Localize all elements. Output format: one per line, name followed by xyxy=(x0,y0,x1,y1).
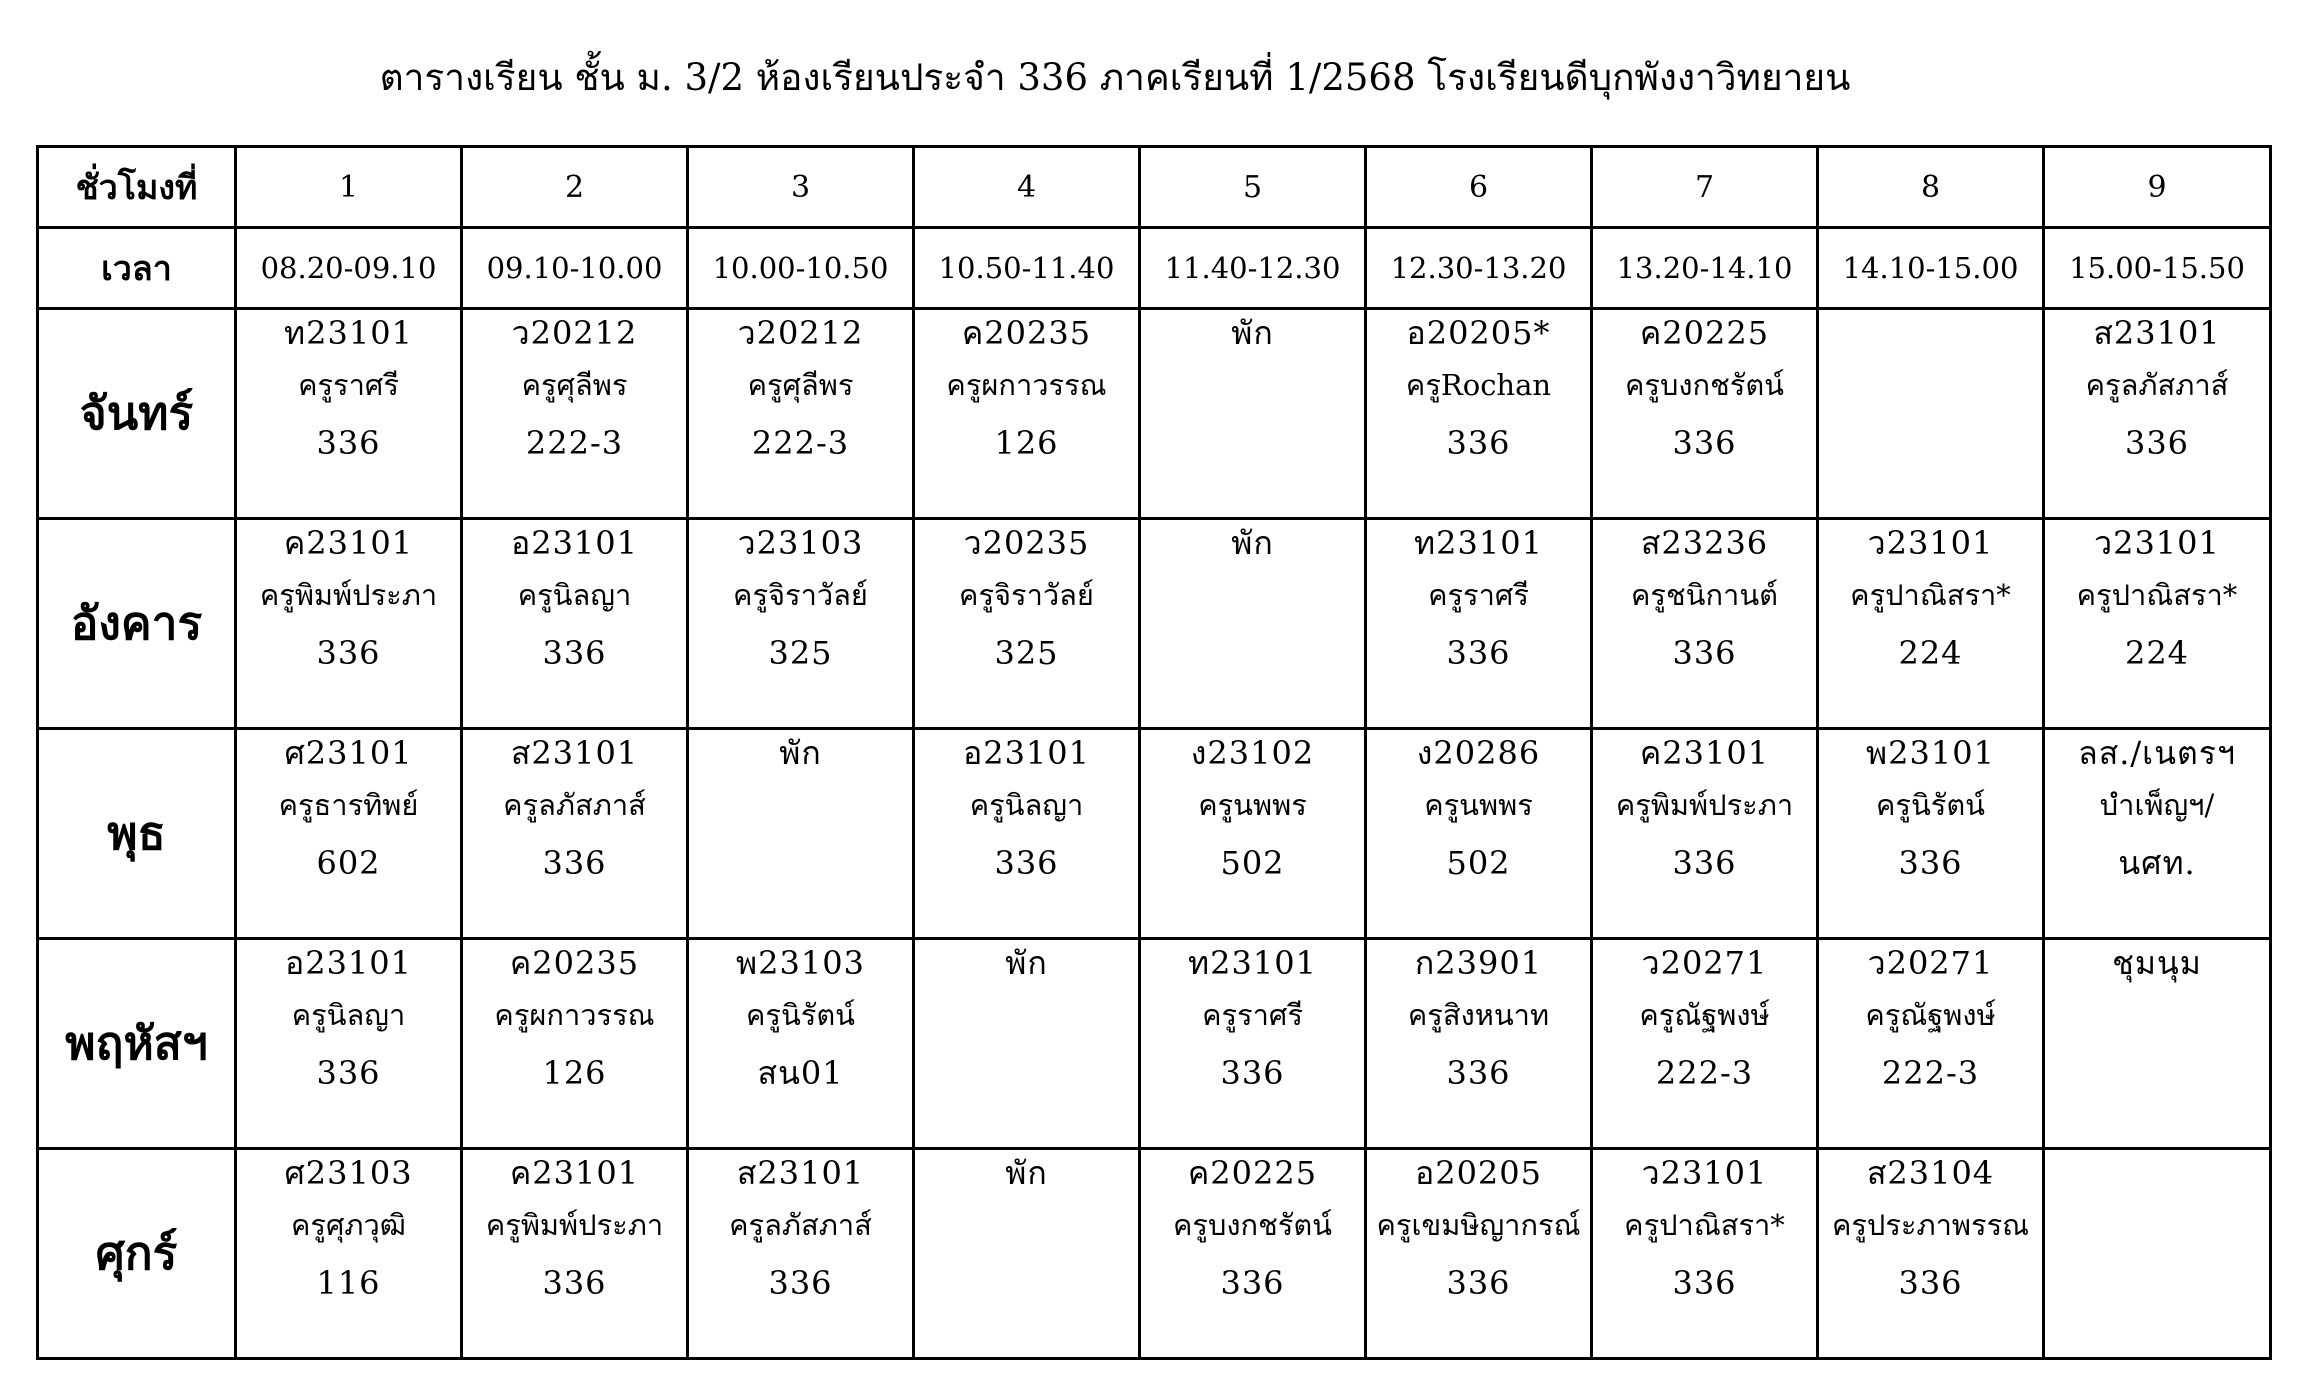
subject-code xyxy=(2045,1150,2269,1196)
subject-code: พัก xyxy=(1231,524,1274,562)
teacher-name: ครูราศรี xyxy=(1428,578,1529,612)
room-number: 222-3 xyxy=(525,424,624,462)
room-number: 336 xyxy=(316,634,381,672)
teacher-name: ครูชนิกานต์ xyxy=(1631,578,1778,612)
subject-code: ว20212 xyxy=(511,314,638,352)
room-number: 116 xyxy=(316,1264,381,1302)
lesson-cell xyxy=(1592,309,1818,519)
teacher-name: ครูพิมพ์ประภา xyxy=(485,1208,664,1242)
lesson-cell xyxy=(688,519,914,729)
room-number: 222-3 xyxy=(1655,1054,1754,1092)
teacher-name xyxy=(1141,356,1364,414)
subject-code: ว20235 xyxy=(963,524,1090,562)
room-number: 502 xyxy=(1446,844,1511,882)
teacher-name: ครูนิลญา xyxy=(291,998,406,1032)
teacher-name: ครูพิมพ์ประภา xyxy=(259,578,438,612)
room-number: 336 xyxy=(1672,844,1737,882)
lesson-cell xyxy=(1818,939,2044,1149)
teacher-name xyxy=(1819,356,2042,414)
period-number: 9 xyxy=(2044,147,2271,228)
subject-code: พ23103 xyxy=(736,944,865,982)
lesson-cell xyxy=(462,309,688,519)
teacher-name: ครูปาณิสรา* xyxy=(1624,1208,1785,1242)
room-number: 222-3 xyxy=(1881,1054,1980,1092)
teacher-name: ครูลภัสภาส์ xyxy=(2085,368,2229,402)
room-number xyxy=(689,834,912,892)
subject-code: อ20205* xyxy=(1406,314,1551,352)
subject-code: ค20225 xyxy=(1187,1154,1318,1192)
teacher-name: ครูปาณิสรา* xyxy=(2076,578,2238,612)
room-number: 336 xyxy=(1446,634,1511,672)
subject-code: พัก xyxy=(1231,314,1274,352)
subject-code: ว20271 xyxy=(1641,944,1768,982)
subject-code: ง20286 xyxy=(1416,734,1541,772)
period-time: 11.40-12.30 xyxy=(1140,228,1366,309)
lesson-cell xyxy=(1140,309,1366,519)
teacher-name: ครูพิมพ์ประภา xyxy=(1615,788,1794,822)
subject-code: ชุมนุม xyxy=(2112,944,2202,982)
period-number: 2 xyxy=(462,147,688,228)
teacher-name: ครูณัฐพงษ์ xyxy=(1639,998,1770,1032)
teacher-name: ครูเขมษิญากรณ์ xyxy=(1376,1208,1581,1242)
lesson-cell xyxy=(2044,939,2271,1149)
lesson-cell xyxy=(1366,729,1592,939)
day-name: พุธ xyxy=(38,729,236,939)
teacher-name: ครูนิลญา xyxy=(517,578,632,612)
room-number: 336 xyxy=(1220,1054,1285,1092)
room-number: 336 xyxy=(1446,424,1511,462)
subject-code: ศ23101 xyxy=(284,734,413,772)
room-number: 126 xyxy=(994,424,1059,462)
lesson-cell xyxy=(1592,939,1818,1149)
lesson-cell xyxy=(688,309,914,519)
period-header-row xyxy=(38,147,2271,228)
lesson-cell xyxy=(2044,1149,2271,1359)
subject-code: ค23101 xyxy=(1639,734,1770,772)
subject-code: ง23102 xyxy=(1190,734,1315,772)
subject-code: อ23101 xyxy=(284,944,412,982)
period-time: 15.00-15.50 xyxy=(2044,228,2271,309)
teacher-name: ครูนิรัตน์ xyxy=(745,998,856,1032)
room-number: 336 xyxy=(542,634,607,672)
subject-code: อ23101 xyxy=(962,734,1090,772)
room-number: 336 xyxy=(1672,424,1737,462)
period-number: 5 xyxy=(1140,147,1366,228)
room-number: 336 xyxy=(1446,1054,1511,1092)
room-number: 222-3 xyxy=(751,424,850,462)
period-time: 13.20-14.10 xyxy=(1592,228,1818,309)
lesson-cell xyxy=(914,519,1140,729)
lesson-cell xyxy=(1140,1149,1366,1359)
room-number: 126 xyxy=(542,1054,607,1092)
period-number: 6 xyxy=(1366,147,1592,228)
subject-code: ค23101 xyxy=(283,524,414,562)
lesson-cell xyxy=(462,729,688,939)
subject-code: ว23101 xyxy=(1641,1154,1768,1192)
room-number: 336 xyxy=(768,1264,833,1302)
teacher-name: ครูนิรัตน์ xyxy=(1875,788,1986,822)
period-number: 3 xyxy=(688,147,914,228)
subject-code: ส23101 xyxy=(2093,314,2221,352)
lesson-cell xyxy=(1818,1149,2044,1359)
teacher-name: ครูศุลีพร xyxy=(747,368,854,402)
room-number: 336 xyxy=(1898,844,1963,882)
teacher-name: ครูจิราวัลย์ xyxy=(959,578,1094,612)
teacher-name: ครูบงกชรัตน์ xyxy=(1172,1208,1333,1242)
room-number: 602 xyxy=(316,844,381,882)
subject-code: ศ23103 xyxy=(284,1154,413,1192)
day-row xyxy=(38,729,2271,939)
lesson-cell xyxy=(688,729,914,939)
subject-code: ท23101 xyxy=(284,314,413,352)
period-time: 14.10-15.00 xyxy=(1818,228,2044,309)
room-number: นศท. xyxy=(2118,844,2196,882)
lesson-cell xyxy=(462,939,688,1149)
lesson-cell xyxy=(688,1149,914,1359)
teacher-name: ครูนพพร xyxy=(1424,788,1533,822)
room-number xyxy=(915,1044,1138,1102)
room-number: 336 xyxy=(1672,1264,1737,1302)
teacher-name: ครูนิลญา xyxy=(969,788,1084,822)
subject-code: ท23101 xyxy=(1188,944,1317,982)
day-name: จันทร์ xyxy=(38,309,236,519)
room-number: 336 xyxy=(1672,634,1737,672)
lesson-cell xyxy=(914,309,1140,519)
lesson-cell xyxy=(236,519,462,729)
teacher-name: ครูบงกชรัตน์ xyxy=(1624,368,1785,402)
room-number: สน01 xyxy=(757,1054,844,1092)
subject-code: ส23236 xyxy=(1640,524,1769,562)
lesson-cell xyxy=(236,1149,462,1359)
lesson-cell xyxy=(1818,729,2044,939)
lesson-cell xyxy=(688,939,914,1149)
subject-code: ว20271 xyxy=(1867,944,1994,982)
lesson-cell xyxy=(236,939,462,1149)
subject-code: ค20235 xyxy=(509,944,640,982)
period-number: 4 xyxy=(914,147,1140,228)
subject-code: พัก xyxy=(1005,944,1048,982)
lesson-cell xyxy=(914,939,1140,1149)
room-number xyxy=(915,1254,1138,1312)
room-number: 336 xyxy=(1446,1264,1511,1302)
subject-code: ว23101 xyxy=(2094,524,2220,562)
day-row xyxy=(38,519,2271,729)
room-number: 224 xyxy=(2124,634,2190,672)
teacher-name: ครูณัฐพงษ์ xyxy=(1865,998,1996,1032)
period-time: 12.30-13.20 xyxy=(1366,228,1592,309)
room-number: 336 xyxy=(1898,1264,1963,1302)
teacher-name: ครูปาณิสรา* xyxy=(1850,578,2011,612)
period-number: 7 xyxy=(1592,147,1818,228)
time-header-row xyxy=(38,228,2271,309)
time-label: เวลา xyxy=(38,228,236,309)
room-number xyxy=(2045,1254,2269,1312)
lesson-cell xyxy=(2044,519,2271,729)
lesson-cell xyxy=(236,729,462,939)
teacher-name xyxy=(915,1196,1138,1254)
room-number: 325 xyxy=(994,634,1059,672)
timetable xyxy=(36,145,2272,1360)
day-name: พฤหัสฯ xyxy=(38,939,236,1149)
teacher-name: ครูศุภวุฒิ xyxy=(291,1208,406,1242)
day-row xyxy=(38,309,2271,519)
teacher-name: ครูราศรี xyxy=(298,368,399,402)
room-number: 325 xyxy=(768,634,833,672)
subject-code: ค23101 xyxy=(509,1154,640,1192)
subject-code: ท23101 xyxy=(1414,524,1543,562)
subject-code: ว23103 xyxy=(737,524,864,562)
room-number: 336 xyxy=(1220,1264,1285,1302)
subject-code xyxy=(1819,310,2042,356)
lesson-cell xyxy=(236,309,462,519)
subject-code: อ23101 xyxy=(510,524,638,562)
subject-code: ก23901 xyxy=(1414,944,1543,982)
teacher-name: ครูจิราวัลย์ xyxy=(733,578,868,612)
period-label: ชั่วโมงที่ xyxy=(38,147,236,228)
lesson-cell xyxy=(914,729,1140,939)
lesson-cell xyxy=(1140,939,1366,1149)
day-name: อังคาร xyxy=(38,519,236,729)
lesson-cell xyxy=(462,519,688,729)
subject-code: พ23101 xyxy=(1866,734,1995,772)
room-number: 336 xyxy=(316,1054,381,1092)
teacher-name: ครูศุลีพร xyxy=(521,368,628,402)
teacher-name: ครูลภัสภาส์ xyxy=(729,1208,872,1242)
teacher-name: ครูธารทิพย์ xyxy=(278,788,419,822)
room-number: 336 xyxy=(994,844,1059,882)
lesson-cell xyxy=(1818,309,2044,519)
teacher-name: ครูสิงหนาท xyxy=(1407,998,1550,1032)
teacher-name xyxy=(2045,1196,2269,1254)
period-time: 09.10-10.00 xyxy=(462,228,688,309)
lesson-cell xyxy=(1366,309,1592,519)
lesson-cell xyxy=(1366,1149,1592,1359)
teacher-name xyxy=(2045,986,2269,1044)
teacher-name: บำเพ็ญฯ/ xyxy=(2099,788,2215,822)
teacher-name: ครูผกาวรรณ xyxy=(494,998,655,1032)
room-number xyxy=(1819,414,2042,472)
subject-code: ลส./เนตรฯ xyxy=(2078,734,2236,772)
room-number xyxy=(1141,414,1364,472)
subject-code: ว23101 xyxy=(1867,524,1994,562)
lesson-cell xyxy=(914,1149,1140,1359)
page-title: ตารางเรียน ชั้น ม. 3/2 ห้องเรียนประจำ 336 ภาคเรียนที่ 1/2568 โรงเรียนดีบุกพังงาวิทยายน xyxy=(379,56,1851,99)
period-time: 10.50-11.40 xyxy=(914,228,1140,309)
subject-code: พัก xyxy=(779,734,822,772)
lesson-cell xyxy=(1592,1149,1818,1359)
teacher-name xyxy=(915,986,1138,1044)
period-time: 10.00-10.50 xyxy=(688,228,914,309)
teacher-name: ครูลภัสภาส์ xyxy=(503,788,646,822)
subject-code: ค20225 xyxy=(1639,314,1770,352)
day-row xyxy=(38,939,2271,1149)
room-number: 336 xyxy=(2124,424,2190,462)
teacher-name xyxy=(689,776,912,834)
lesson-cell xyxy=(2044,729,2271,939)
room-number xyxy=(2045,1044,2269,1102)
teacher-name: ครูราศรี xyxy=(1202,998,1303,1032)
subject-code: ว20212 xyxy=(737,314,864,352)
room-number: 336 xyxy=(542,844,607,882)
lesson-cell xyxy=(1592,729,1818,939)
room-number: 224 xyxy=(1898,634,1963,672)
lesson-cell xyxy=(462,1149,688,1359)
room-number xyxy=(1141,624,1364,682)
teacher-name xyxy=(1141,566,1364,624)
lesson-cell xyxy=(2044,309,2271,519)
subject-code: พัก xyxy=(1005,1154,1048,1192)
lesson-cell xyxy=(1818,519,2044,729)
teacher-name: ครูผกาวรรณ xyxy=(946,368,1107,402)
subject-code: ส23104 xyxy=(1866,1154,1995,1192)
period-number: 1 xyxy=(236,147,462,228)
teacher-name: ครูRochan xyxy=(1405,368,1552,402)
teacher-name: ครูประภาพรรณ xyxy=(1831,1208,2030,1242)
day-name: ศุกร์ xyxy=(38,1149,236,1359)
room-number: 336 xyxy=(542,1264,607,1302)
period-number: 8 xyxy=(1818,147,2044,228)
day-row xyxy=(38,1149,2271,1359)
subject-code: ส23101 xyxy=(510,734,639,772)
room-number: 336 xyxy=(316,424,381,462)
lesson-cell xyxy=(1366,519,1592,729)
lesson-cell xyxy=(1140,729,1366,939)
lesson-cell xyxy=(1592,519,1818,729)
lesson-cell xyxy=(1366,939,1592,1149)
lesson-cell xyxy=(1140,519,1366,729)
room-number: 502 xyxy=(1220,844,1285,882)
period-time: 08.20-09.10 xyxy=(236,228,462,309)
subject-code: อ20205 xyxy=(1414,1154,1542,1192)
subject-code: ค20235 xyxy=(961,314,1092,352)
subject-code: ส23101 xyxy=(736,1154,865,1192)
teacher-name: ครูนพพร xyxy=(1198,788,1307,822)
